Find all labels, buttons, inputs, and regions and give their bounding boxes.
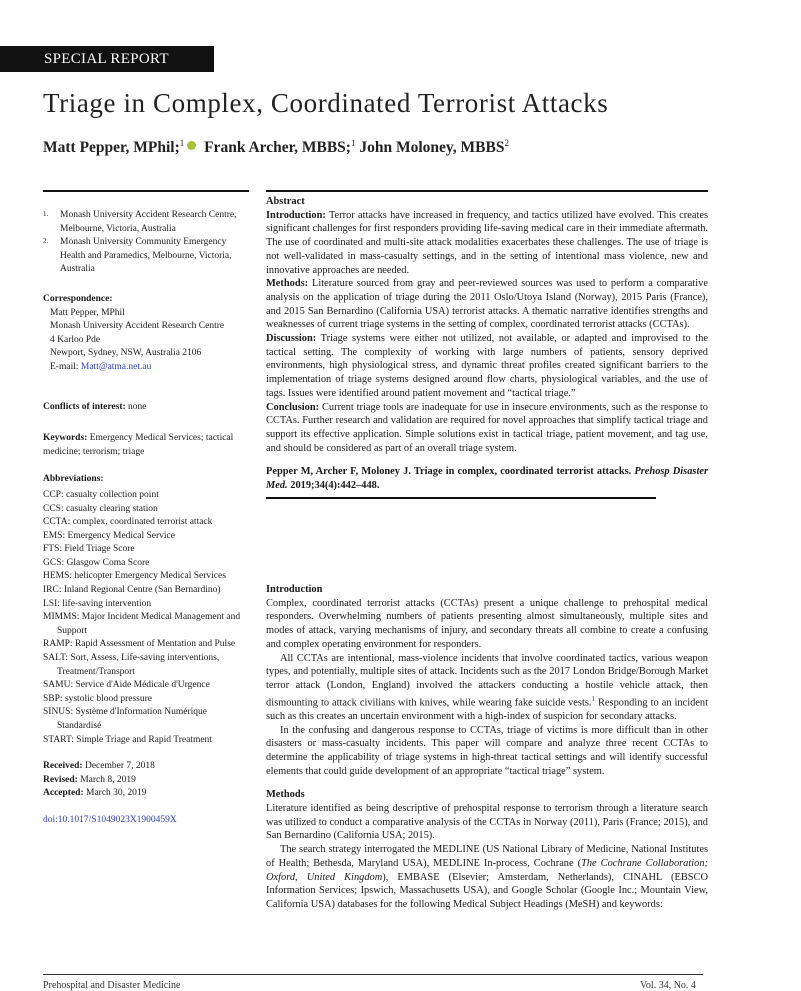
abbreviation-item: CCTA: complex, coordinated terrorist attack <box>43 517 213 528</box>
abbreviation-list <box>43 489 249 747</box>
author-1-affiliation: 1 <box>179 138 185 148</box>
section-banner: SPECIAL REPORT <box>0 46 214 72</box>
author-3-affiliation: 2 <box>504 138 509 148</box>
paragraph-2: All CCTAs are intentional, mass-violence incidents that involve coordinated tactics, various weapon types, and potentially, multiple sites of attack. Incidents such as the 2017 London Bridge/Borough Market terror attack (London, England) involved the attackers conducting a hostile vehicle attack, then dismounting to attack civilians with knives, while wearing fake suicide vests.$^1$ Responding to an incident such as this creates an uncertain environment with a high-index of suspicion for secondary attacks. <box>266 652 708 722</box>
author-3: John Moloney, MBBS <box>359 139 505 157</box>
abbreviation-item: LSI: life-saving intervention <box>43 598 152 609</box>
paragraph-1: Complex, coordinated terrorist attacks (CCTAs) present a unique challenge to prehospital medical responders. Overwhelming numbers of patients presenting almost simultaneously, multiple sites and modes of attack, varying mechanisms of injury, and secondary threats all combine to create a confusing and complex operating environment for responders. <box>266 597 708 650</box>
abstract-rule <box>266 190 708 192</box>
paragraph-4: Literature identified as being descriptive of prehospital response to terrorism through a literature search was utilized to conduct a comparative analysis of the CCTAs in Norway (2011), Paris (France; 2015), and San Bernardino (California USA; 2015). <box>266 803 708 842</box>
abstract-heading: Abstract <box>266 196 305 207</box>
abbreviation-item: SAMU: Service d'Aide Médicale d'Urgence <box>43 680 210 691</box>
reference-1-link[interactable]: 1 <box>591 694 595 703</box>
footer-journal: Prehospital and Disaster Medicine <box>43 980 181 991</box>
abbreviations: Abbreviations: CCP: casualty collection point CCS: casualty clearing station CCTA: complex, coordinated terrorist attack EMS: Emergency Medical Service FTS: Field Triage Score GCS: Glasgow Coma Score HEMS: helicopter Emergency Medical Services IRC: Inland Regional Centre (San Bernardino) LSI: life-saving intervention MIMMS: Major Incident Medical Management and Support RAMP: Rapid Assessment of Mentation and Pulse SALT: Sort, Assess, Life-saving interventions, Treatment/Transport SAMU: Service d'Aide Médicale d'Urgence SBP: systolic blood pressure SINUS: Système d'Information Numérique Standardisé START: Simple Triage and Rapid Treatment <box>43 473 249 747</box>
abbreviation-item: GCS: Glasgow Coma Score <box>43 557 150 568</box>
abbreviation-item: START: Simple Triage and Rapid Treatment <box>43 734 212 745</box>
abbreviation-item: FTS: Field Triage Score <box>43 544 135 555</box>
affiliation-1: 1. Monash University Accident Research Centre, Melbourne, Victoria, Australia <box>43 210 237 234</box>
abbreviation-item: HEMS: helicopter Emergency Medical Services <box>43 571 226 582</box>
abbreviation-item: IRC: Inland Regional Centre (San Bernardino) <box>43 585 221 596</box>
affiliation-2: 2. Monash University Community Emergency Health and Paramedics, Melbourne, Victoria, Australia <box>43 237 232 275</box>
article-dates: Received: December 7, 2018 Revised: March 8, 2019 Accepted: March 30, 2019 <box>43 761 155 799</box>
keywords: Keywords: Emergency Medical Services; tactical medicine; terrorism; triage <box>43 433 234 457</box>
abstract-methods: Methods: Literature sourced from gray and peer-reviewed sources was used to perform a comparative analysis on the application of triage during the 2011 Oslo/Utoya Island (Norway), 2015 Paris (France), and 2015 San Bernardino (California USA) terrorist attacks. A thematic narrative identifies strengths and weaknesses of current triage systems in the setting of complex, coordinated terrorist attacks (CCTAs). <box>266 278 708 331</box>
abstract-conclusion: Conclusion: Current triage tools are inadequate for use in insecure environments, such as the response to CCTAs. Further research and validation are required for novel approaches that simplify tactical triage and support its effective application. Simple solutions exist in tactical triage, patient movement, and tag use, and should be considered as part of an overall triage system. <box>266 401 709 454</box>
abbreviation-item: SALT: Sort, Assess, Life-saving interventions, Treatment/Transport <box>43 653 220 677</box>
footer-rule <box>43 974 703 975</box>
doi-link[interactable]: doi:10.1017/S1049023X1900459X <box>43 814 177 825</box>
orcid-icon[interactable] <box>187 141 196 150</box>
article-body <box>266 583 708 912</box>
abstract <box>266 190 708 499</box>
abstract-introduction: Introduction: Terror attacks have increased in frequency, and tactics utilized have evolved. This creates significant challenges for first responders providing life-saving medical care in their immediate aftermath. The use of coordinated and multi-site attack modalities exacerbates these challenges. The use of triage is not well-validated in mass-casualty settings, and in the setting of intentional mass violence, new and innovative approaches are needed. <box>266 209 708 276</box>
paragraph-3: In the confusing and dangerous response to CCTAs, triage of victims is more difficult than in other disasters or mass-casualty incidents. This paper will compare and analyze three recent CCTAs to determine the applicability of triage systems in high-threat tactical settings and will identify successful elements that could guide development of an appropriate “tactical triage” system. <box>266 724 708 777</box>
abbreviation-item: RAMP: Rapid Assessment of Mentation and Pulse <box>43 639 236 650</box>
citation-rule <box>266 497 656 499</box>
abstract-discussion: Discussion: Triage systems were either not utilized, not available, or adapted and improvised to the tactical setting. The complexity of working with large numbers of patients, sensory deprived environments, high physiological stress, and dynamic threat profiles created significant barriers to the implementation of triage systems designed around flow charts, physiological variables, and the use of tags. Issues were identified around patient movement and “tactical triage.” <box>266 333 709 399</box>
citation: Pepper M, Archer F, Moloney J. Triage in complex, coordinated terrorist attacks. Prehosp Disaster Med. 2019;34(4):442–448. <box>266 466 708 492</box>
author-1: Matt Pepper, MPhil; <box>43 139 180 157</box>
author-2-affiliation: 1 <box>350 138 356 148</box>
abbreviation-item: SBP: systolic blood pressure <box>43 693 152 704</box>
conflicts: Conflicts of interest: none <box>43 401 147 412</box>
sidebar-rule <box>43 190 249 192</box>
abbreviation-item: CCS: casualty clearing station <box>43 503 158 514</box>
footer-volume: Vol. 34, No. 4 <box>640 980 696 991</box>
author-2: Frank Archer, MBBS; <box>204 139 351 157</box>
article-title: Triage in Complex, Coordinated Terrorist Attacks <box>43 88 609 118</box>
abbreviation-item: SINUS: Système d'Information Numérique Standardisé <box>43 707 207 731</box>
author-line <box>43 138 509 157</box>
paragraph-5: The search strategy interrogated the MEDLINE (US National Library of Medicine, National Institutes of Health; Bethesda, Maryland USA), MEDLINE In-process, Cochrane (The Cochrane Collaboration; Oxford, United Kingdom), EMBASE (Elsevier; Amsterdam, Netherlands), CINAHL (EBSCO Information Services; Ipswich, Massachusetts USA), and Google Scholar (Google Inc.; Mountain View, California USA) databases for the following Medical Subject Headings (MeSH) and keywords: <box>266 844 708 910</box>
introduction-heading: Introduction <box>266 584 323 595</box>
article-sidebar <box>43 190 249 828</box>
email-link[interactable]: Matt@atma.net.au <box>80 361 152 372</box>
abbreviation-item: EMS: Emergency Medical Service <box>43 530 175 541</box>
methods-heading: Methods <box>266 789 305 801</box>
abbreviation-item: CCP: casualty collection point <box>43 489 159 500</box>
correspondence: Correspondence: Matt Pepper, MPhil Monash University Accident Research Centre 4 Karloo Pde Newport, Sydney, NSW, Australia 2106 E-mail: Matt@atma.net.au <box>43 293 225 372</box>
abbreviation-item: MIMMS: Major Incident Medical Management and Support <box>43 612 241 636</box>
